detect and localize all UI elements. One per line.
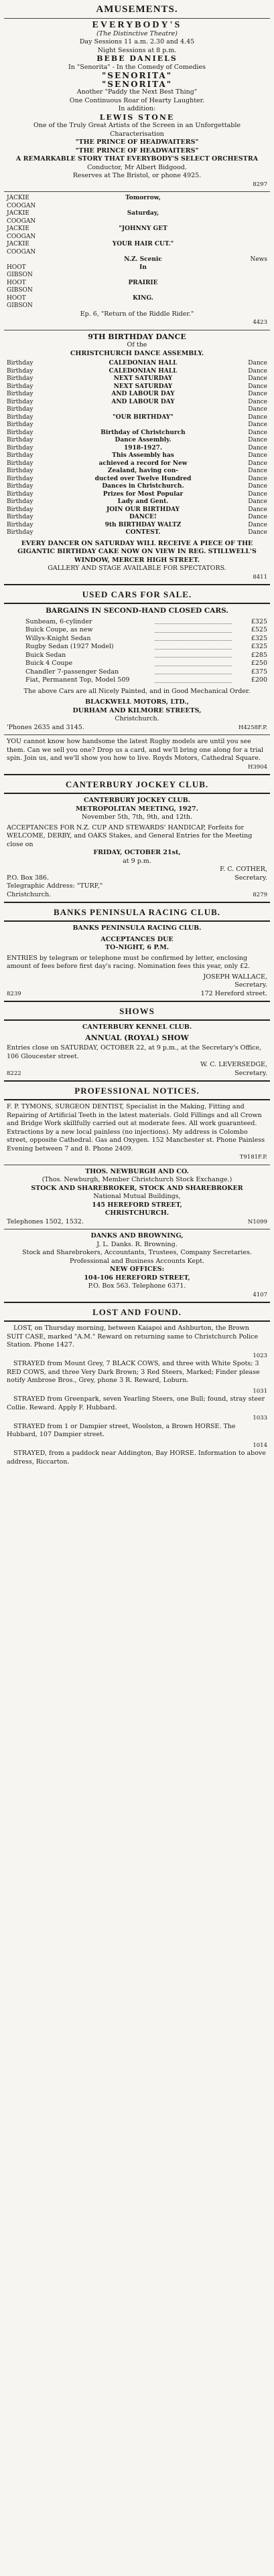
dance-row <box>7 391 267 399</box>
newburgh-street: 145 HEREFORD STREET, <box>92 1201 182 1209</box>
car-name: Sunbeam, 6-cylinder <box>25 617 92 625</box>
dance-row <box>7 460 267 468</box>
dance-row-l: Birthday <box>7 468 33 474</box>
dance-row-l: Birthday <box>7 421 33 428</box>
dance-row <box>7 452 267 460</box>
dance-row-r: Dance <box>248 468 267 474</box>
dance-row <box>7 491 267 499</box>
car-name: Buick Coupe, as new <box>25 626 93 633</box>
coogan-row-m: N.Z. Scenic <box>124 256 162 263</box>
reserves-line: Reserves at The Bristol, or phone 4925. <box>72 172 202 179</box>
secretary-name: F. C. COTHER, <box>220 866 267 873</box>
coogan-ad <box>0 192 274 330</box>
dance-row-m: Zealand, having con- <box>107 468 179 474</box>
ad-ref: H3904 <box>247 763 267 771</box>
coogan-row-r <box>241 295 267 310</box>
dance-row-l: Birthday <box>7 529 33 536</box>
senorita-line: In "Senorita" - In the Comedy of Comedies <box>68 63 206 71</box>
dance-row-m: Birthday of Christchurch <box>100 429 186 436</box>
ad-ref: N1099 <box>247 1218 267 1225</box>
ad-ref: 4423 <box>253 319 267 326</box>
dance-row-r: Dance <box>248 514 267 520</box>
acceptances-time: TO-NIGHT, 6 P.M. <box>105 944 169 951</box>
car-list <box>25 618 267 685</box>
leader-dots <box>155 618 232 625</box>
newburgh-role: STOCK AND SHAREBROKER, STOCK AND SHAREBROKER <box>31 1184 243 1192</box>
dance-row-r: Dance <box>248 391 267 397</box>
car-price: £375 <box>251 668 267 676</box>
car-row <box>25 668 267 677</box>
dance-row-l: Birthday <box>7 360 33 367</box>
feature-lewis-stone: LEWIS STONE <box>99 112 175 122</box>
dance-of: Of the <box>127 341 147 349</box>
newburgh-building: National Mutual Buildings, <box>93 1193 181 1200</box>
dance-row-l: Birthday <box>7 452 33 459</box>
leader-dots <box>155 652 232 658</box>
everybody-subtitle: (The Distinctive Theatre) <box>96 29 178 37</box>
coogan-row <box>7 241 267 256</box>
dance-row <box>7 429 267 437</box>
dance-row-m: Prizes for Most Popular <box>102 490 184 498</box>
dance-assembly: CHRISTCHURCH DANCE ASSEMBLY. <box>70 349 204 357</box>
dance-row-l: Birthday <box>7 406 33 413</box>
dance-row <box>7 476 267 484</box>
cars-ad <box>0 604 274 734</box>
dance-row-m: This Assembly has <box>112 452 174 459</box>
kennel-club: CANTERBURY KENNEL CLUB. <box>82 1023 192 1031</box>
ad-ref: 1014 <box>253 1442 267 1449</box>
dance-row <box>7 522 267 530</box>
dance-row-m: NEXT SATURDAY <box>113 375 173 382</box>
danks-street: 104-106 HEREFORD STREET, <box>84 1274 190 1282</box>
banks-body: ENTRIES by telegram or telephone must be confirmed by letter, enclosing amount of fees before first day's racing. Nomination fees this year, only £2. <box>7 954 251 970</box>
danks-contact: P.O. Box 563. Telephone 6371. <box>88 1282 186 1290</box>
danks-accounts: Professional and Business Accounts Kept. <box>69 1257 205 1265</box>
banks-address: 172 Hereford street. <box>200 989 267 997</box>
dance-row-r: Dance <box>248 521 267 528</box>
dance-row-l: Birthday <box>7 437 33 443</box>
dance-row-l: Birthday <box>7 506 33 513</box>
dance-row-r: Dance <box>248 421 267 428</box>
dance-row-r: Dance <box>248 498 267 505</box>
dance-row-l: Birthday <box>7 383 33 390</box>
coogan-row <box>7 210 267 225</box>
car-row <box>25 635 267 643</box>
dance-title: 9TH BIRTHDAY DANCE <box>88 332 186 341</box>
leader-dots <box>155 635 232 641</box>
annual-show: ANNUAL (ROYAL) SHOW <box>85 1033 189 1042</box>
dance-row-r: Dance <box>248 475 267 482</box>
coogan-row-r <box>241 195 267 210</box>
coogan-row-m: Tomorrow, <box>125 195 161 201</box>
ad-ref: 8222 <box>7 1070 21 1077</box>
coogan-row <box>7 295 267 310</box>
dealer-city: Christchurch. <box>115 715 159 722</box>
shows-heading: SHOWS <box>119 1006 155 1016</box>
dance-row <box>7 406 267 414</box>
car-price: £200 <box>251 676 267 684</box>
danks-offices: NEW OFFICES: <box>109 1266 165 1273</box>
coogan-rows <box>7 195 267 310</box>
car-price: £325 <box>251 617 267 625</box>
feature-orchestra: A REMARKABLE STORY THAT EVERYBODY'S SELECT ORCHESTRA <box>15 155 259 163</box>
dance-row-l: Birthday <box>7 375 33 382</box>
dance-row-r: Dance <box>248 529 267 536</box>
amusements-section <box>0 0 274 330</box>
lost-item: STRAYED, from a paddock near Addington, Bay HORSE. Information to above address, Riccarton. <box>7 1450 266 1466</box>
dance-row-r: Dance <box>248 452 267 459</box>
car-name: Buick Sedan <box>25 651 66 659</box>
coogan-row <box>7 280 267 295</box>
everybody-title: EVERYBODY'S <box>92 20 182 30</box>
coogan-row-m: "JOHNNY GET <box>119 225 167 232</box>
dance-row <box>7 375 267 383</box>
dealer-address: DURHAM AND KILMORE STREETS, <box>72 706 202 714</box>
dance-row-m: Lady and Gent. <box>117 498 169 505</box>
dance-row-r: Dance <box>248 398 267 405</box>
car-name: Rugby Sedan (1927 Model) <box>25 643 114 650</box>
coogan-row-m: In <box>139 264 147 271</box>
dance-row-l: Birthday <box>7 483 33 490</box>
dance-row-m: CALEDONIAN HALL <box>109 360 178 367</box>
dance-row <box>7 360 267 368</box>
ad-ref: 8411 <box>253 573 267 581</box>
coogan-row-r <box>241 264 267 280</box>
jockey-ad <box>0 794 274 902</box>
coogan-row <box>7 264 267 280</box>
ad-ref: 8297 <box>253 181 267 188</box>
coogan-row-m: KING. <box>133 294 153 302</box>
coogan-row <box>7 225 267 241</box>
banks-ad <box>0 922 274 1001</box>
dance-row-l: Birthday <box>7 475 33 482</box>
coogan-row-r: News <box>250 256 267 263</box>
leader-dots <box>155 676 232 683</box>
dance-row-r: Dance <box>248 413 267 421</box>
dance-row-m: AND LABOUR DAY <box>111 391 175 397</box>
coogan-row <box>7 195 267 210</box>
car-name: Buick 4 Coupe <box>25 660 73 667</box>
dance-row <box>7 383 267 391</box>
ad-ref: 8239 <box>7 990 21 997</box>
amusements-heading: AMUSEMENTS. <box>96 4 178 15</box>
lost-item: STRAYED from Greenpark, seven Yearling Steers, one Bull; found, stray steer Collie. Reward. Apply F. Hubbard. <box>7 1395 265 1411</box>
car-row <box>25 618 267 627</box>
gallery-notice: GALLERY AND STAGE AVAILABLE FOR SPECTATORS. <box>48 565 226 572</box>
dance-row-m <box>46 406 241 414</box>
dance-row-m: Dance Assembly. <box>115 437 172 443</box>
ad-ref: T9181F.P. <box>239 1154 267 1161</box>
ad-ref: 4107 <box>253 1291 267 1298</box>
dance-row-l: Birthday <box>7 367 33 375</box>
dance-row-r: Dance <box>248 406 267 413</box>
meeting-dates: November 5th, 7th, 9th, and 12th. <box>81 813 193 821</box>
royds-ad <box>0 735 274 774</box>
dance-row <box>7 483 267 491</box>
close-time: at 9 p.m. <box>123 857 151 865</box>
coogan-row-r <box>241 225 267 241</box>
coogan-row-m: Saturday, <box>127 210 159 217</box>
coogan-row-r <box>241 280 267 295</box>
dance-row-l: Birthday <box>7 444 33 452</box>
feature-bebe: BEBE DANIELS <box>96 54 178 63</box>
car-name: Chandler 7-passenger Sedan <box>25 668 119 676</box>
dance-row-r: Dance <box>248 490 267 498</box>
car-name: Willys-Knight Sedan <box>25 634 91 642</box>
acceptances-due: ACCEPTANCES DUE <box>100 935 174 943</box>
meeting-name: METROPOLITAN MEETING, 1927. <box>76 805 198 813</box>
coogan-row-l: JACKIE COOGAN <box>7 225 36 240</box>
ad-ref: 1033 <box>253 1415 267 1421</box>
dance-row <box>7 414 267 422</box>
dance-row <box>7 498 267 506</box>
dance-row-r: Dance <box>248 360 267 367</box>
feature-senorita-1: "SENORITA" <box>102 71 172 80</box>
dance-row-m: achieved a record for New <box>98 460 188 467</box>
lost-item: STRAYED from 1 or Dampier street, Woolston, a Brown HORSE. The Hubbard, 107 Dampier street. <box>7 1422 236 1438</box>
dance-row-m: CONTEST. <box>125 529 161 536</box>
dance-row-m: DANCE! <box>129 514 157 520</box>
lost-list <box>0 1322 274 1471</box>
dance-row-l: Birthday <box>7 398 33 405</box>
jockey-title: CANTERBURY JOCKEY CLUB. <box>83 797 191 804</box>
secretary-title: Secretary. <box>234 981 267 989</box>
ad-ref: 1031 <box>253 1387 267 1395</box>
danks-title: DANKS AND BROWNING, <box>90 1232 184 1240</box>
banks-title: BANKS PENINSULA RACING CLUB. <box>72 924 202 932</box>
leader-dots <box>155 668 232 675</box>
dance-row-l: Birthday <box>7 413 33 421</box>
artist-line: One of the Truly Great Artists of the Screen in an Unforgettable Characterisation <box>33 122 241 138</box>
newburgh-member: (Thos. Newburgh, Member Christchurch Stock Exchange.) <box>42 1176 232 1183</box>
dance-row-m: AND LABOUR DAY <box>111 398 175 405</box>
dance-row-r: Dance <box>248 375 267 382</box>
dance-row <box>7 506 267 514</box>
tymons-ad <box>0 1100 274 1165</box>
coogan-row-l <box>7 256 46 264</box>
car-row <box>25 652 267 660</box>
newburgh-phone: Telephones 1502, 1532. <box>7 1217 84 1225</box>
leader-dots <box>155 643 232 650</box>
laughter-line: One Continuous Roar of Hearty Laughter. <box>69 96 205 104</box>
coogan-row-l: HOOT GIBSON <box>7 264 33 278</box>
dance-row <box>7 399 267 407</box>
newburgh-city: CHRISTCHURCH. <box>105 1209 169 1217</box>
dance-row-m: 9th BIRTHDAY WALTZ <box>105 521 182 528</box>
dance-row-r: Dance <box>248 444 267 452</box>
dance-row <box>7 445 267 453</box>
secretary-title: Secretary. <box>234 874 267 882</box>
dance-row-m: "OUR BIRTHDAY" <box>113 413 174 421</box>
royds-text: YOU cannot know how handsome the latest Rugby models are until you see them. Can we sell you one? Drop us a card, and we'll bring one along for a trial spin. Join us, and we'll show you how to live. Royds Motors, Cathedral Square. <box>7 738 264 762</box>
dance-row-m: ducted over Twelve Hundred <box>94 475 192 482</box>
dance-row <box>7 529 267 537</box>
night-sessions: Night Sessions at 8 p.m. <box>97 46 177 54</box>
jockey-heading: CANTERBURY JOCKEY CLUB. <box>65 779 209 789</box>
car-price: £250 <box>251 660 267 667</box>
dance-row <box>7 368 267 376</box>
prof-heading: PROFESSIONAL NOTICES. <box>74 1086 200 1096</box>
everybody-ad <box>0 19 274 191</box>
secretary-name: W. C. LEVERSEDGE, <box>200 1061 267 1068</box>
dance-row-l: Birthday <box>7 521 33 528</box>
dance-row-m: NEXT SATURDAY <box>113 383 173 390</box>
kennel-body: Entries close on SATURDAY, OCTOBER 22, at 9 p.m., at the Secretary's Office, 106 Gloucester street. <box>7 1044 262 1060</box>
dance-row-l: Birthday <box>7 391 33 397</box>
dance-row-r: Dance <box>248 367 267 375</box>
danks-services: Stock and Sharebrokers, Accountants, Trustees, Company Secretaries. <box>22 1249 252 1256</box>
car-price: £285 <box>251 651 267 659</box>
leader-dots <box>155 660 232 666</box>
dance-rows <box>7 360 267 537</box>
dance-row-m: CALEDONIAN HALL <box>109 367 178 375</box>
danks-partners: J. L. Danks. R. Browning. <box>96 1240 178 1248</box>
dance-ad <box>0 330 274 585</box>
coogan-row-r <box>241 210 267 225</box>
dance-row <box>7 421 267 429</box>
car-price: £525 <box>251 626 267 633</box>
tymons-text: F. P. TYMONS, SURGEON DENTIST, Specialist in the Making, Fitting and Repairing of Artificial Teeth in the latest materials. Gold Fillings and all Crown and Bridge Work skillfully carried out at moderate fees. All work guaranteed. Extractions by a new local painless (no injections). My address is Colombo street, opposite Cathedral. Gas and Oxygen. 152 Manchester st. Phone Painless Evening between 7 and 8. Phone 2409. <box>7 1103 265 1153</box>
dance-row <box>7 514 267 522</box>
dance-row <box>7 468 267 476</box>
ad-ref: 8279 <box>253 891 267 898</box>
coogan-row-m: YOUR HAIR CUT." <box>112 241 174 247</box>
paddy-line: Another "Paddy the Next Best Thing" <box>76 88 198 96</box>
dance-row-r: Dance <box>248 437 267 443</box>
lost-item: STRAYED from Mount Grey, 7 BLACK COWS, and three with White Spots; 3 RED COWS, and three Very Dark Brown; 3 Red Steers, Marked; Finder please notify Ambrose Bros., Grey, phone 3 R. Reward, Loburn. <box>7 1360 260 1384</box>
dance-row <box>7 437 267 445</box>
cars-note: The above Cars are all Nicely Painted, and in Good Mechanical Order. <box>23 687 251 695</box>
ad-ref: H4258F.P. <box>238 724 267 731</box>
car-price: £325 <box>251 643 267 650</box>
coogan-row-l: JACKIE COOGAN <box>7 210 36 225</box>
dance-row-l: Birthday <box>7 498 33 505</box>
car-row <box>25 643 267 652</box>
leader-dots <box>155 626 232 633</box>
dance-row-r: Dance <box>248 460 267 467</box>
feature-prince-1: "THE PRINCE OF HEADWAITERS" <box>75 138 199 146</box>
cars-heading: USED CARS FOR SALE. <box>82 589 192 599</box>
ad-ref: 1023 <box>253 1352 267 1359</box>
lost-heading: LOST AND FOUND. <box>92 1307 182 1317</box>
dance-row-r: Dance <box>248 429 267 436</box>
kennel-ad <box>0 1021 274 1080</box>
coogan-row-r <box>241 241 267 256</box>
secretary-name: JOSEPH WALLACE, <box>203 973 267 981</box>
car-price: £325 <box>251 634 267 642</box>
dance-row-l: Birthday <box>7 490 33 498</box>
coogan-row-l: HOOT GIBSON <box>7 294 33 309</box>
episode-line: Ep. 6, "Return of the Riddle Rider." <box>80 310 194 318</box>
addition-line: In addition: <box>118 105 156 112</box>
feature-senorita-2: "SENORITA" <box>102 79 172 89</box>
session-times: Day Sessions 11 a.m. 2.30 and 4.45 <box>79 38 195 45</box>
secretary-title: Secretary. <box>234 1069 267 1077</box>
dance-row-r: Dance <box>248 383 267 390</box>
po-box: P.O. Box 386. <box>7 874 49 882</box>
coogan-row <box>7 256 267 264</box>
coogan-row-l: HOOT GIBSON <box>7 279 33 294</box>
dance-row-l: Birthday <box>7 460 33 467</box>
dance-row-m: 1918-1927. <box>124 444 162 452</box>
newburgh-ad <box>0 1165 274 1229</box>
dance-row-l: Birthday <box>7 429 33 436</box>
car-row <box>25 660 267 668</box>
coogan-row-l: JACKIE COOGAN <box>7 195 36 209</box>
dealer-phone: 'Phones 2635 and 3145. <box>7 723 84 731</box>
danks-ad <box>0 1229 274 1302</box>
coogan-row-l: JACKIE COOGAN <box>7 241 36 256</box>
cake-notice: EVERY DANCER ON SATURDAY WILL RECEIVE A PIECE OF THE GIGANTIC BIRTHDAY CAKE NOW ON VIEW IN REG. STILLWELL'S WINDOW, MERCER HIGH STREET. <box>17 539 257 564</box>
dealer-name: BLACKWELL MOTORS, LTD., <box>85 698 189 706</box>
newburgh-title: THOS. NEWBURGH AND CO. <box>85 1167 189 1175</box>
dance-row-l: Birthday <box>7 514 33 520</box>
coogan-row-m: PRAIRIE <box>128 279 158 286</box>
dance-row-r: Dance <box>248 506 267 513</box>
dance-row-r: Dance <box>248 483 267 490</box>
city: Christchurch. <box>7 890 52 898</box>
jockey-body: ACCEPTANCES FOR N.Z. CUP AND STEWARDS' HANDICAP, Forfeits for WELCOME, DERBY, and OAKS Stakes, and General Entries for the Meeting close on <box>7 823 253 848</box>
telegraph-address: Telegraphic Address: "TURF," <box>7 882 103 890</box>
dance-row-m <box>46 421 241 429</box>
banks-heading: BANKS PENINSULA RACING CLUB. <box>53 907 221 917</box>
car-row <box>25 626 267 635</box>
dance-row-m: Dances in Christchurch. <box>102 483 184 490</box>
car-name: Fiat, Permanent Top, Model 509 <box>25 676 130 684</box>
lost-item: LOST, on Thursday morning, between Kaiapoi and Ashburton, the Brown SUIT CASE, marked "A.M." Reward on returning same to Christchurch Police Station. Phone 1427. <box>7 1324 259 1349</box>
cars-intro: BARGAINS IN SECOND-HAND CLOSED CARS. <box>46 607 228 615</box>
dance-row-m: JOIN OUR BIRTHDAY <box>106 506 180 513</box>
close-date: FRIDAY, OCTOBER 21st, <box>93 849 181 856</box>
feature-prince-2: "THE PRINCE OF HEADWAITERS" <box>75 146 199 155</box>
conductor-line: Conductor, Mr Albert Bidgood. <box>87 163 187 171</box>
car-row <box>25 676 267 685</box>
